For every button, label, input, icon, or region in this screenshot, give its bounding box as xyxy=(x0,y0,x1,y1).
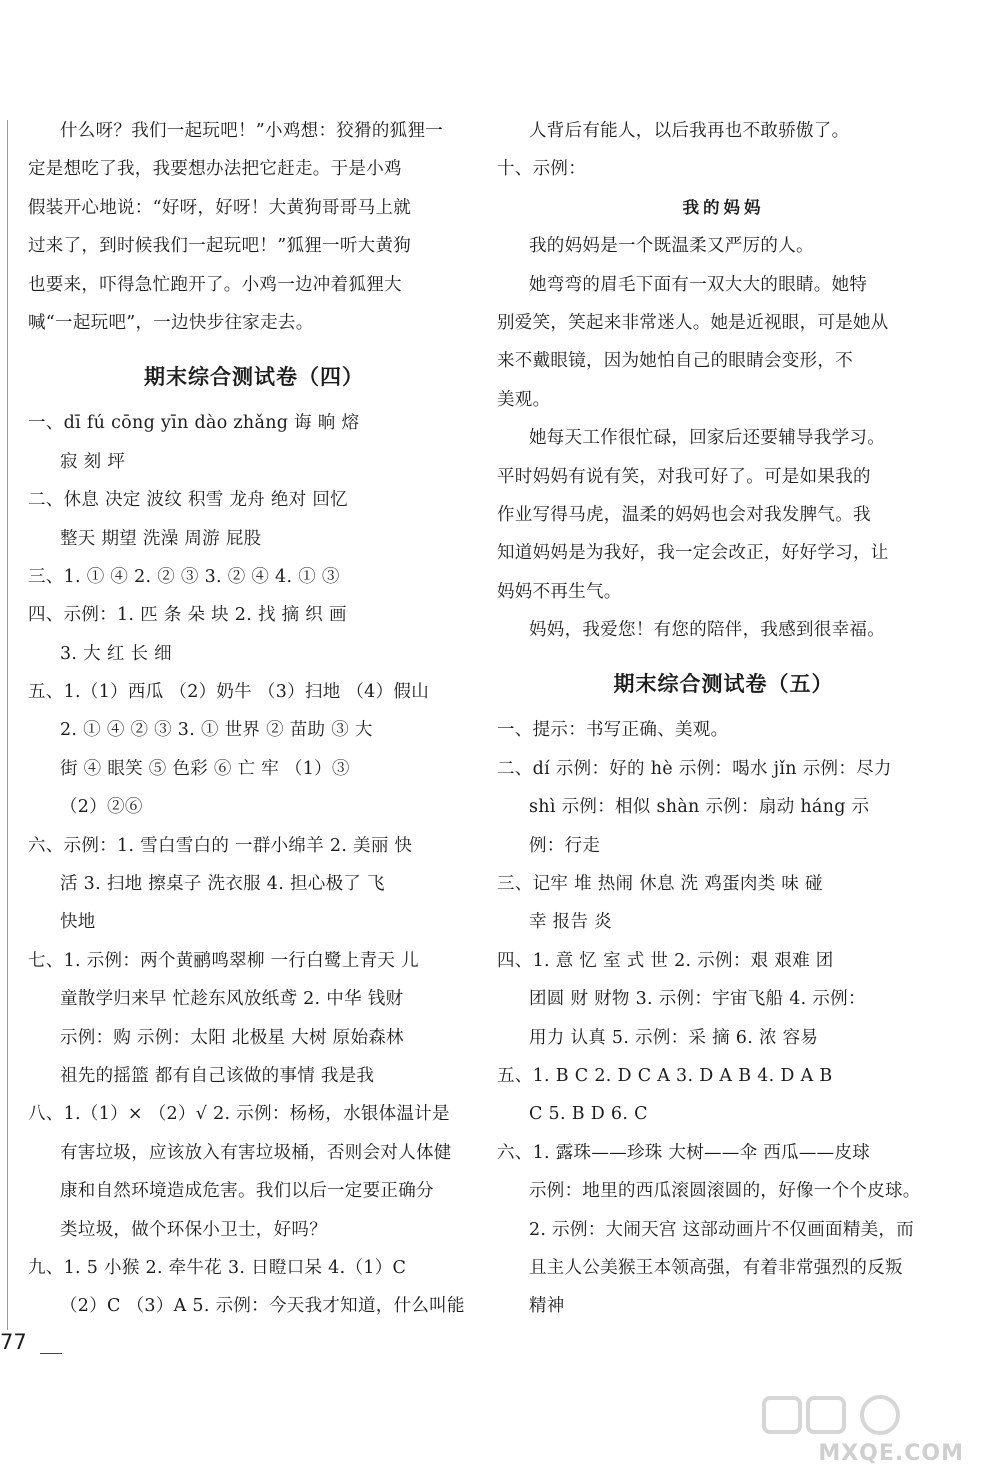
answer-line: 精神 xyxy=(529,1296,565,1317)
answer-line: 十、示例： xyxy=(497,159,586,180)
answer-line: 3. 大 红 长 细 xyxy=(60,643,172,664)
answer-line: 一、提示：书写正确、美观。 xyxy=(497,720,729,741)
essay-title: 我的妈妈 xyxy=(682,197,765,217)
answer-line: 六、1. 露珠——珍珠 大树——伞 西瓜——皮球 xyxy=(497,1142,871,1163)
answer-line: C 5. B D 6. C xyxy=(529,1104,648,1125)
essay-line: 她弯弯的眉毛下面有一双大大的眼睛。她特 xyxy=(529,274,868,295)
answer-line: 童散学归来早 忙趁东风放纸鸢 2. 中华 钱财 xyxy=(60,989,404,1010)
answer-line: 九、1. 5 小猴 2. 牵牛花 3. 日瞪口呆 4.（1）C xyxy=(28,1257,407,1278)
answer-line: 街 ④ 眼笑 ⑤ 色彩 ⑥ 亡 牢 （1）③ xyxy=(60,758,350,779)
answer-line: 五、1. B C 2. D C A 3. D A B 4. D A B xyxy=(497,1065,833,1086)
essay-line: 别爱笑，笑起来非常迷人。她是近视眼，可是她从 xyxy=(497,312,889,333)
answer-line: （2）②⑥ xyxy=(60,797,143,818)
essay-line: 美观。 xyxy=(497,389,551,410)
essay-line: 她每天工作很忙碌，回家后还要辅导我学习。 xyxy=(529,428,885,449)
answer-line: 幸 报告 炎 xyxy=(529,912,612,933)
answer-line: 团圆 财 财物 3. 示例：宇宙飞船 4. 示例： xyxy=(529,989,866,1010)
answer-line: 2. 示例：大闹天宫 这部动画片不仅画面精美，而 xyxy=(529,1219,915,1240)
watermark-logo-icon xyxy=(760,1390,920,1440)
text-line: 喊“一起玩吧”，一边快步往家走去。 xyxy=(28,312,314,333)
essay-line: 来不戴眼镜，因为她怕自己的眼睛会变形，不 xyxy=(497,351,853,372)
text-line: 人背后有能人，以后我再也不敢骄傲了。 xyxy=(529,121,850,141)
section-title: 期末综合测试卷（四） xyxy=(144,365,364,390)
page-number-dash xyxy=(40,1353,62,1354)
essay-line: 妈妈，我爱您！有您的陪伴，我感到很幸福。 xyxy=(529,620,885,641)
answer-line: 寂 刻 坪 xyxy=(60,451,126,472)
right-column xyxy=(497,112,950,1326)
watermark xyxy=(700,1390,968,1468)
text-line: 假装开心地说：“好呀，好呀！大黄狗哥哥马上就 xyxy=(28,197,412,218)
answer-line: 祖先的摇篮 都有自己该做的事情 我是我 xyxy=(60,1065,375,1086)
answer-line: 康和自然环境造成危害。我们以后一定要正确分 xyxy=(60,1181,434,1202)
answer-line: 二、休息 决定 波纹 积雪 龙舟 绝对 回忆 xyxy=(28,490,348,511)
answer-line: （2）C （3）A 5. 示例：今天我才知道，什么叫能 xyxy=(60,1296,465,1317)
answer-line: 用力 认真 5. 示例：采 摘 6. 浓 容易 xyxy=(529,1027,819,1048)
answer-line: 类垃圾，做个环保小卫士，好吗？ xyxy=(60,1219,327,1240)
answer-line: 活 3. 扫地 擦桌子 洗衣服 4. 担心极了 飞 xyxy=(60,874,385,895)
answer-line: 七、1. 示例：两个黄鹂鸣翠柳 一行白鹭上青天 儿 xyxy=(28,950,419,971)
answer-line: 2. ① ④ ② ③ 3. ① 世界 ② 苗助 ③ 大 xyxy=(60,720,373,741)
essay-line: 我的妈妈是一个既温柔又严厉的人。 xyxy=(529,236,814,257)
text-line: 定是想吃了我，我要想办法把它赶走。于是小鸡 xyxy=(28,159,402,180)
answer-line: 且主人公美猴王本领高强，有着非常强烈的反叛 xyxy=(529,1257,903,1278)
answer-line: 五、1.（1）西瓜 （2）奶牛 （3）扫地 （4）假山 xyxy=(28,682,430,703)
answer-line: 一、dī fú cōng yīn dào zhǎng 诲 晌 熔 xyxy=(28,413,360,434)
text-line: 也要来，吓得急忙跑开了。小鸡一边冲着狐狸大 xyxy=(28,274,402,295)
essay-line: 平时妈妈有说有笑，对我可好了。可是如果我的 xyxy=(497,466,871,487)
binding-line xyxy=(7,120,8,1330)
text-line: 过来了，到时候我们一起玩吧！”狐狸一听大黄狗 xyxy=(28,236,412,257)
answer-line: shì 示例：相似 shàn 示例：扇动 háng 示 xyxy=(529,797,870,818)
answer-line: 整天 期望 洗澡 周游 屁股 xyxy=(60,528,262,549)
answer-line: 六、示例：1. 雪白雪白的 一群小绵羊 2. 美丽 快 xyxy=(28,835,413,856)
answer-line: 八、1.（1）× （2）√ 2. 示例：杨杨，水银体温计是 xyxy=(28,1104,450,1125)
answer-line: 示例：地里的西瓜滚圆滚圆的，好像一个个皮球。 xyxy=(529,1181,921,1202)
answer-line: 二、dí 示例：好的 hè 示例：喝水 jǐn 示例：尽力 xyxy=(497,758,892,779)
essay-line: 知道妈妈是为我好，我一定会改正，好好学习，让 xyxy=(497,543,889,564)
answer-line: 快地 xyxy=(60,912,96,933)
answer-line: 三、1. ① ④ 2. ② ③ 3. ② ④ 4. ① ③ xyxy=(28,566,340,587)
answer-line: 有害垃圾，应该放入有害垃圾桶，否则会对人体健 xyxy=(60,1142,452,1163)
watermark-text: MXQE.COM xyxy=(818,1441,964,1466)
answer-line: 三、记牢 堆 热闹 休息 洗 鸡蛋肉类 味 碰 xyxy=(497,874,823,895)
answer-line: 四、1. 意 忆 室 式 世 2. 示例：艰 艰难 团 xyxy=(497,950,834,971)
essay-line: 作业写得马虎，温柔的妈妈也会对我发脾气。我 xyxy=(497,504,871,525)
answer-line: 例：行走 xyxy=(529,835,601,856)
left-column xyxy=(28,112,480,1326)
text-line: 什么呀？我们一起玩吧！”小鸡想：狡猾的狐狸一 xyxy=(60,121,444,141)
page-number: 77 xyxy=(0,1330,27,1354)
section-title: 期末综合测试卷（五） xyxy=(613,672,834,697)
answer-line: 四、示例：1. 匹 条 朵 块 2. 找 摘 织 画 xyxy=(28,605,347,626)
essay-line: 妈妈不再生气。 xyxy=(497,581,622,602)
answer-line: 示例：购 示例：太阳 北极星 大树 原始森林 xyxy=(60,1027,404,1048)
